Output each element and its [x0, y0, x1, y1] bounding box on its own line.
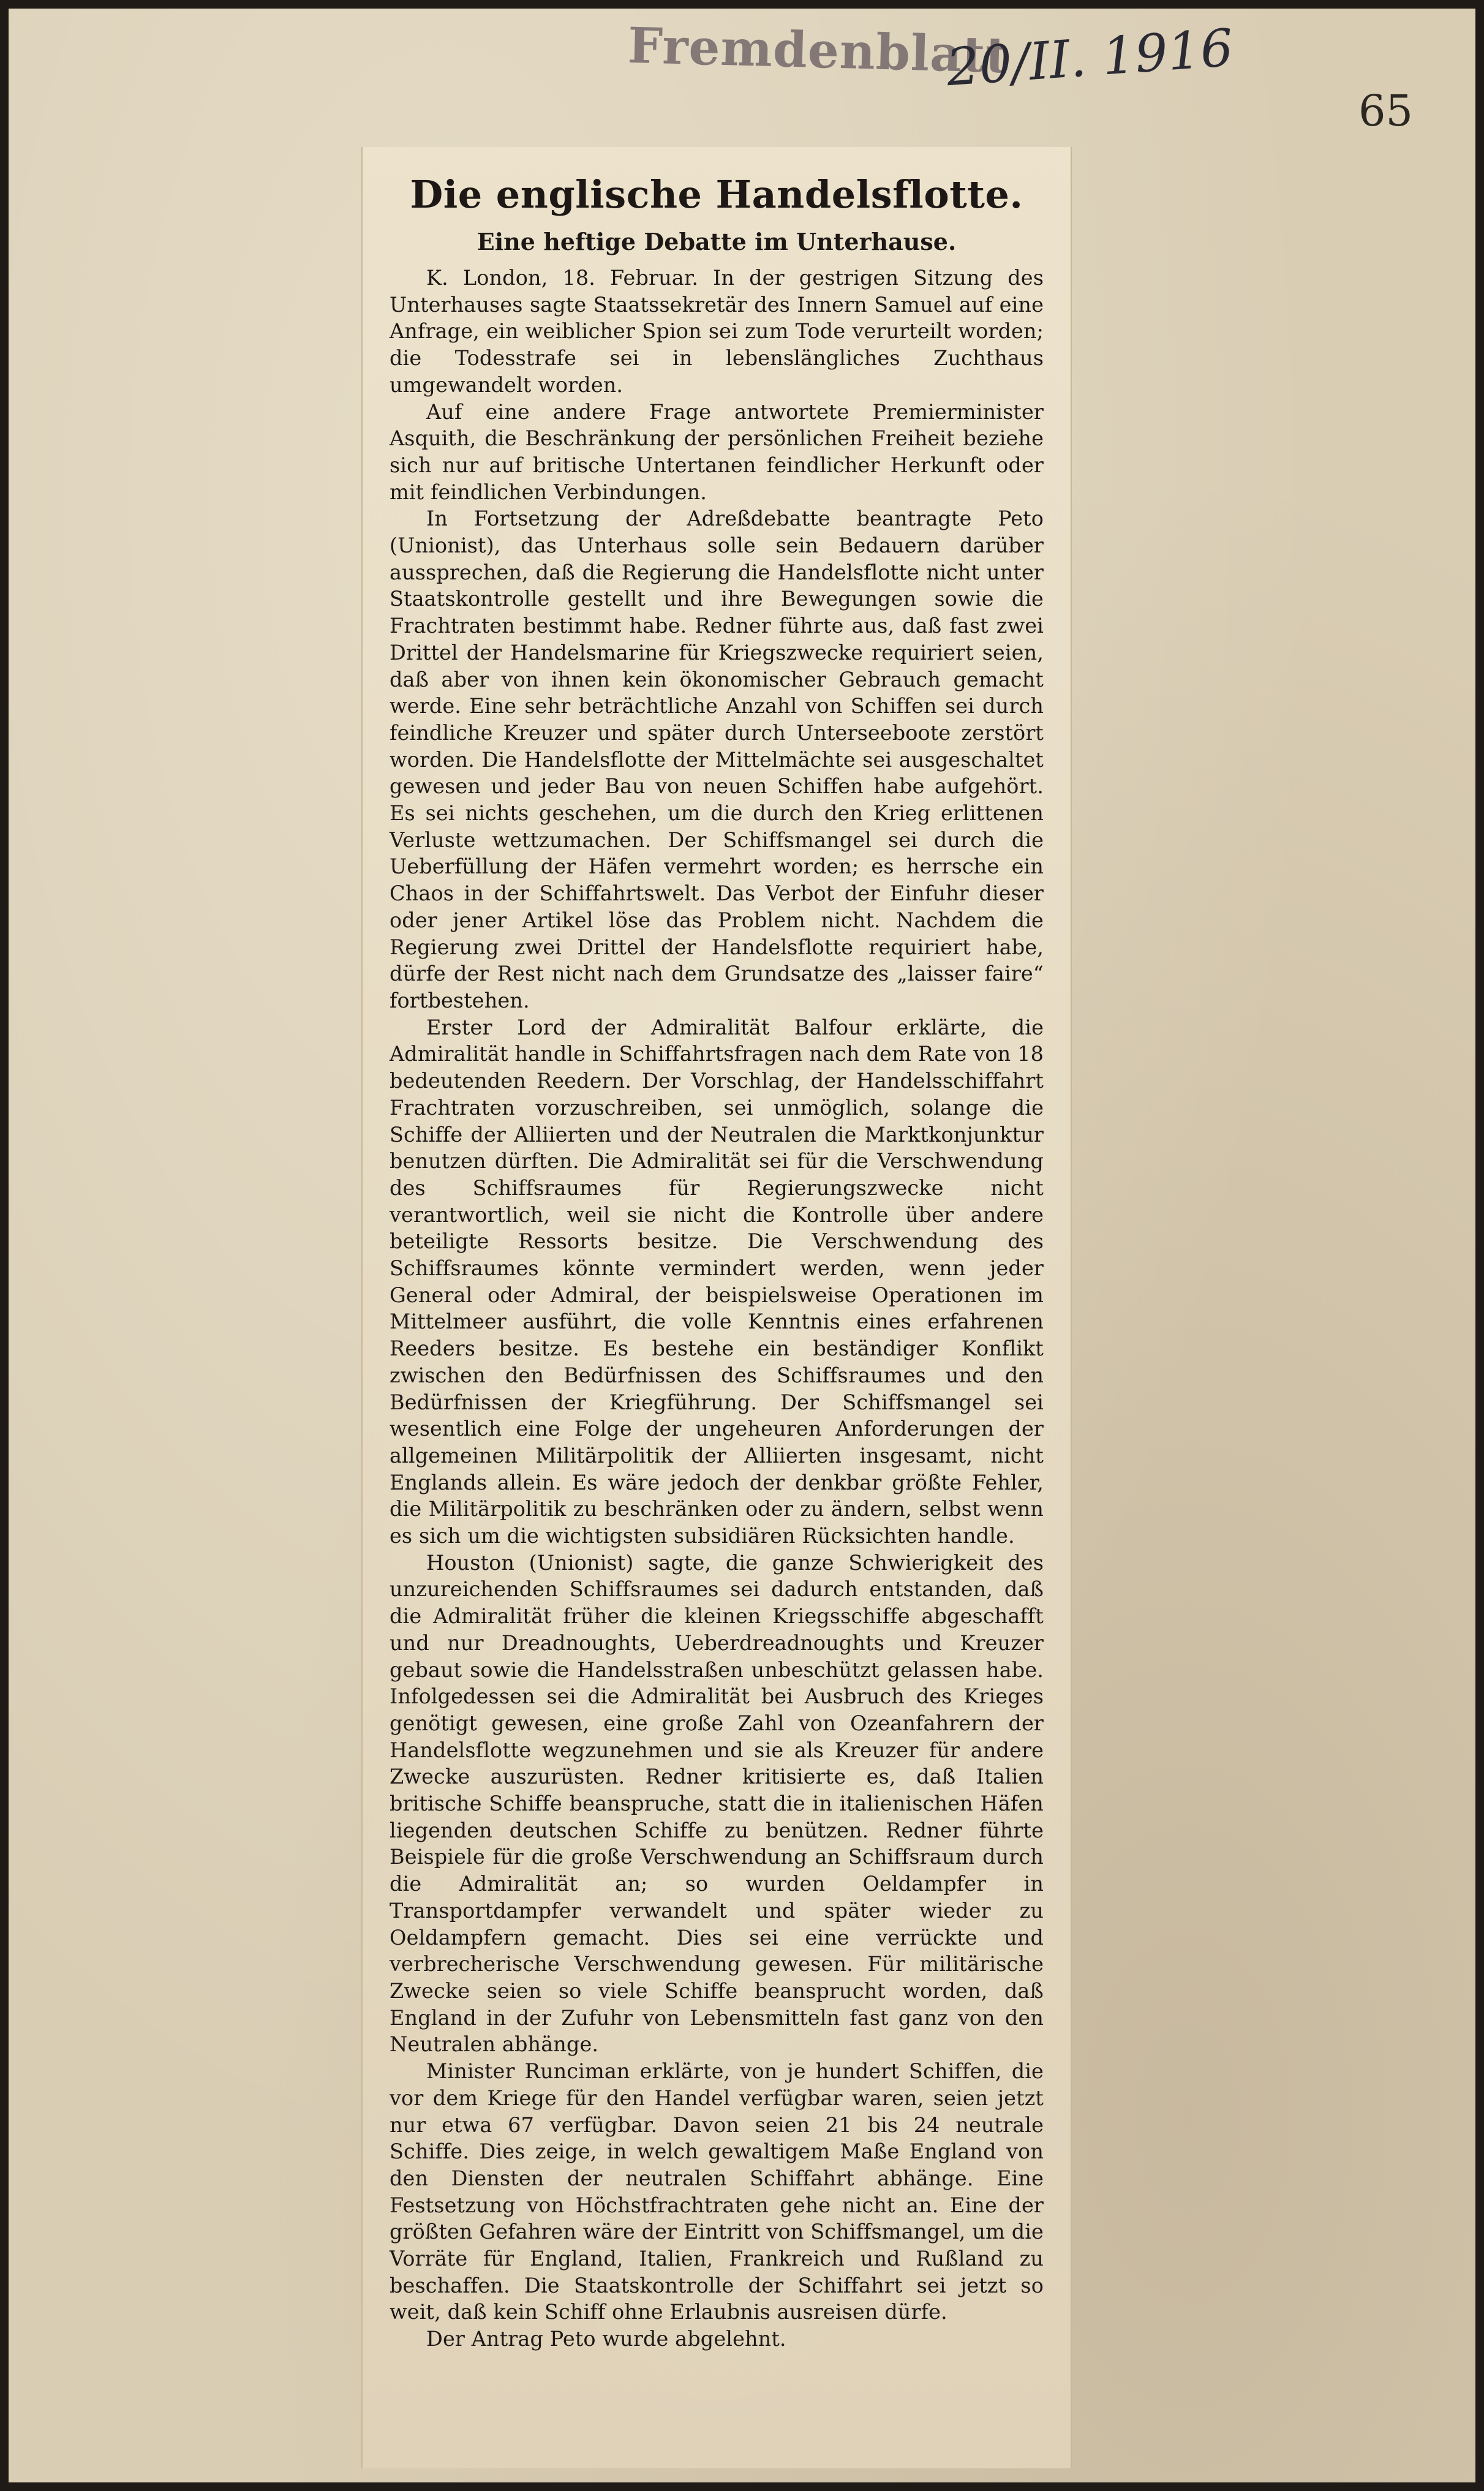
article-subtitle: Eine heftige Debatte im Unterhause.: [476, 228, 957, 255]
article-title: Die englische Handelsflotte.: [410, 172, 1023, 217]
article-paragraph: K. London, 18. Februar. In der gestrigen Sitzung des Unterhauses sagte Staatssekretär des Innern Samuel auf eine Anfrage, ein weiblicher Spion sei zum Tode verurteilt worden; die Todesstrafe sei in lebenslängliches Zuchthaus umgewandelt worden.: [390, 266, 1044, 397]
newspaper-clipping: [361, 147, 1072, 2468]
article-paragraph: Der Antrag Peto wurde abgelehnt.: [426, 2327, 786, 2351]
page-number: 65: [1358, 86, 1414, 136]
article-paragraph: Auf eine andere Frage antwortete Premierminister Asquith, die Beschränkung der persönlichen Freiheit beziehe sich nur auf britische Untertanen feindlicher Herkunft oder mit feindlichen Verbindungen.: [390, 399, 1044, 504]
article-paragraph: Houston (Unionist) sagte, die ganze Schwierigkeit des unzureichenden Schiffsraumes sei dadurch entstanden, daß die Admiralität früher die kleinen Kriegsschiffe abgeschafft und nur Dreadnoughts, Ueberdreadnoughts und Kreuzer gebaut sowie die Handelsstraßen unbeschützt gelassen habe. Infolgedessen sei die Admiralität bei Ausbruch des Krieges genötigt gewesen, eine große Zahl von Ozeanfahrern der Handelsflotte wegzunehmen und sie als Kreuzer für andere Zwecke auszurüsten. Redner kritisierte es, daß Italien britische Schiffe beanspruche, statt die in italienischen Häfen liegenden deutschen Schiffe zu benützen. Redner führte Beispiele für die große Verschwendung an Schiffsraum durch die Admiralität an; so wurden Oeldampfer in Transportdampfer verwandelt und später wieder zu Oeldampfern gemacht. Dies sei eine verrückte und verbrecherische Verschwendung gewesen. Für militärische Zwecke seien so viele Schiffe beansprucht worden, daß England in der Zufuhr von Lebensmitteln fast ganz von den Neutralen abhänge.: [390, 1550, 1044, 2057]
newspaper-stamp: Fremdenblatt: [627, 16, 1010, 85]
handwritten-date: 20/II. 1916: [944, 17, 1235, 98]
article-paragraph: Erster Lord der Admiralität Balfour erklärte, die Admiralität handle in Schiffahrtsfragen nach dem Rate von 18 bedeutenden Reedern. Der Vorschlag, der Handelsschiffahrt Frachtraten vorzuschreiben, sei unmöglich, solange die Schiffe der Alliierten und der Neutralen die Marktkonjunktur benutzen dürften. Die Admiralität sei für die Verschwendung des Schiffsraumes für Regierungszwecke nicht verantwortlich, weil sie nicht die Kontrolle über andere beteiligte Ressorts besitze. Die Verschwendung des Schiffsraumes könnte vermindert werden, wenn jeder General oder Admiral, der beispielsweise Operationen im Mittelmeer ausführt, die volle Kenntnis eines erfahrenen Reeders besitze. Es bestehe ein beständiger Konflikt zwischen den Bedürfnissen des Schiffsraumes und den Bedürfnissen der Kriegführung. Der Schiffsmangel sei wesentlich eine Folge der ungeheuren Anforderungen der allgemeinen Militärpolitik der Alliierten insgesamt, nicht Englands allein. Es wäre jedoch der denkbar größte Fehler, die Militärpolitik zu beschränken oder zu ändern, selbst wenn es sich um die wichtigsten subsidiären Rücksichten handle.: [390, 1015, 1044, 1548]
article-paragraph: In Fortsetzung der Adreßdebatte beantragte Peto (Unionist), das Unterhaus solle sein Bedauern darüber aussprechen, daß die Regierung die Handelsflotte nicht unter Staatskontrolle gestellt und ihre Bewegungen sowie die Frachtraten bestimmt habe. Redner führte aus, daß fast zwei Drittel der Handelsmarine für Kriegszwecke requiriert seien, daß aber von ihnen kein ökonomischer Gebrauch gemacht werde. Eine sehr beträchtliche Anzahl von Schiffen sei durch feindliche Kreuzer und später durch Unterseeboote zerstört worden. Die Handelsflotte der Mittelmächte sei ausgeschaltet gewesen und jeder Bau von neuen Schiffen habe aufgehört. Es sei nichts geschehen, um die durch den Krieg erlittenen Verluste wettzumachen. Der Schiffsmangel sei durch die Ueberfüllung der Häfen vermehrt worden; es herrsche ein Chaos in der Schiffahrtswelt. Das Verbot der Einfuhr dieser oder jener Artikel löse das Problem nicht. Nachdem die Regierung zwei Drittel der Handelsflotte requiriert habe, dürfe der Rest nicht nach dem Grundsatze des „laisser faire“ fortbestehen.: [390, 507, 1044, 1012]
article-paragraph: Minister Runciman erklärte, von je hundert Schiffen, die vor dem Kriege für den Handel verfügbar waren, seien jetzt nur etwa 67 verfügbar. Davon seien 21 bis 24 neutrale Schiffe. Dies zeige, in welch gewaltigem Maße England von den Diensten der neutralen Schiffahrt abhänge. Eine Festsetzung von Höchstfrachtraten gehe nicht an. Eine der größten Gefahren wäre der Eintritt von Schiffsmangel, um die Vorräte für England, Italien, Frankreich und Rußland zu beschaffen. Die Staatskontrolle der Schiffahrt sei jetzt so weit, daß kein Schiff ohne Erlaubnis ausreisen dürfe.: [390, 2059, 1044, 2324]
